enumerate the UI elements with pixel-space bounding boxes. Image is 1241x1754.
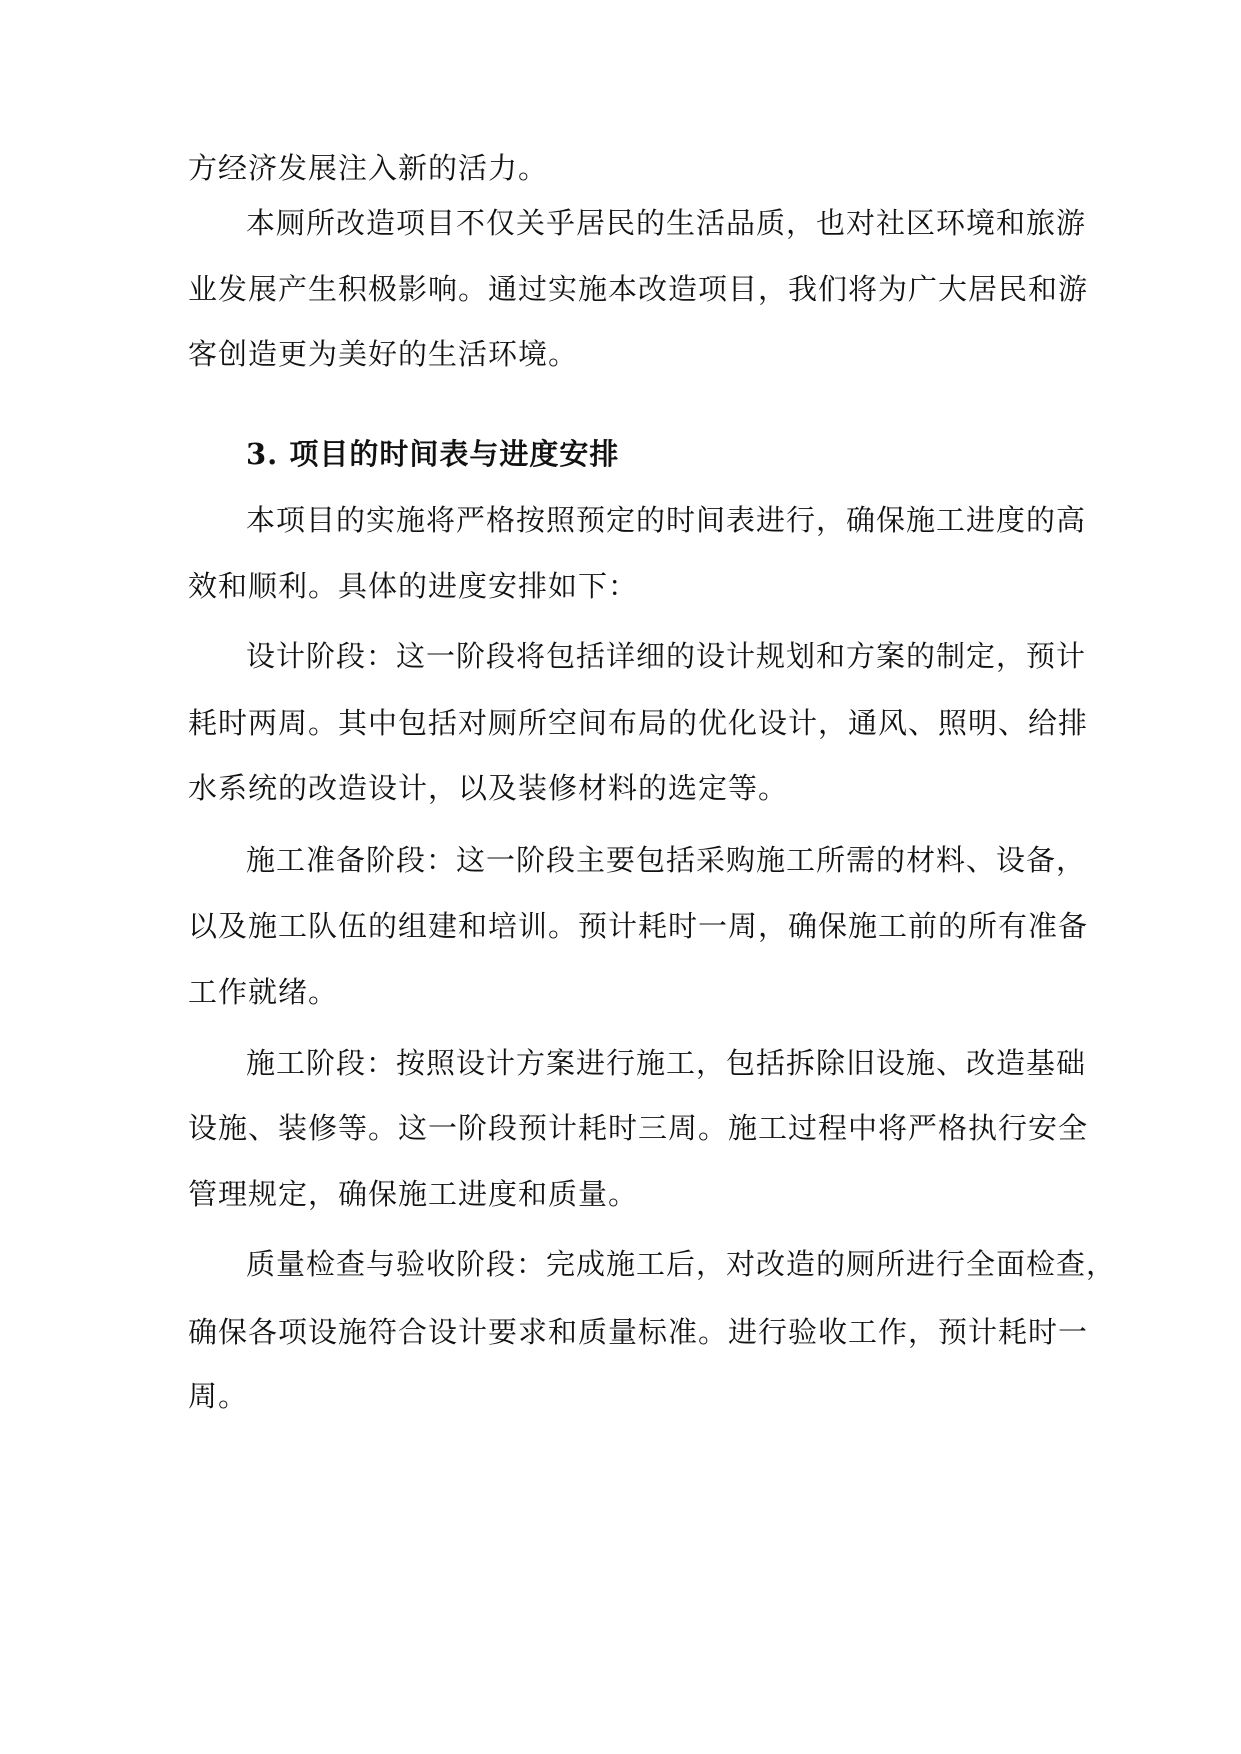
paragraph-line: 设施、装修等。这一阶段预计耗时三周。施工过程中将严格执行安全: [188, 1111, 1089, 1145]
paragraph-line: 以及施工队伍的组建和培训。预计耗时一周，确保施工前的所有准备: [188, 909, 1089, 943]
paragraph-line: 本厕所改造项目不仅关乎居民的生活品质，也对社区环境和旅游: [246, 206, 1087, 240]
section-heading: 3. 项目的时间表与进度安排: [246, 437, 620, 471]
paragraph-line: 工作就绪。: [188, 975, 339, 1009]
paragraph-line: 方经济发展注入新的活力。: [188, 151, 549, 185]
paragraph-line: 水系统的改造设计，以及装修材料的选定等。: [188, 771, 789, 805]
paragraph-line: 本项目的实施将严格按照预定的时间表进行，确保施工进度的高: [246, 503, 1087, 537]
paragraph-line: 管理规定，确保施工进度和质量。: [188, 1177, 639, 1211]
paragraph-line: 质量检查与验收阶段：完成施工后，对改造的厕所进行全面检查，: [246, 1247, 1117, 1281]
paragraph-line: 效和顺利。具体的进度安排如下：: [188, 569, 639, 603]
paragraph-line: 周。: [188, 1379, 249, 1413]
paragraph-line: 客创造更为美好的生活环境。: [188, 337, 579, 371]
paragraph-line: 施工阶段：按照设计方案进行施工，包括拆除旧设施、改造基础: [246, 1046, 1087, 1080]
paragraph-line: 耗时两周。其中包括对厕所空间布局的优化设计，通风、照明、给排: [188, 706, 1089, 740]
paragraph-line: 施工准备阶段：这一阶段主要包括采购施工所需的材料、设备，: [246, 843, 1087, 877]
paragraph-line: 业发展产生积极影响。通过实施本改造项目，我们将为广大居民和游: [188, 272, 1089, 306]
paragraph-line: 确保各项设施符合设计要求和质量标准。进行验收工作，预计耗时一: [188, 1315, 1089, 1349]
paragraph-line: 设计阶段：这一阶段将包括详细的设计规划和方案的制定，预计: [246, 639, 1087, 673]
